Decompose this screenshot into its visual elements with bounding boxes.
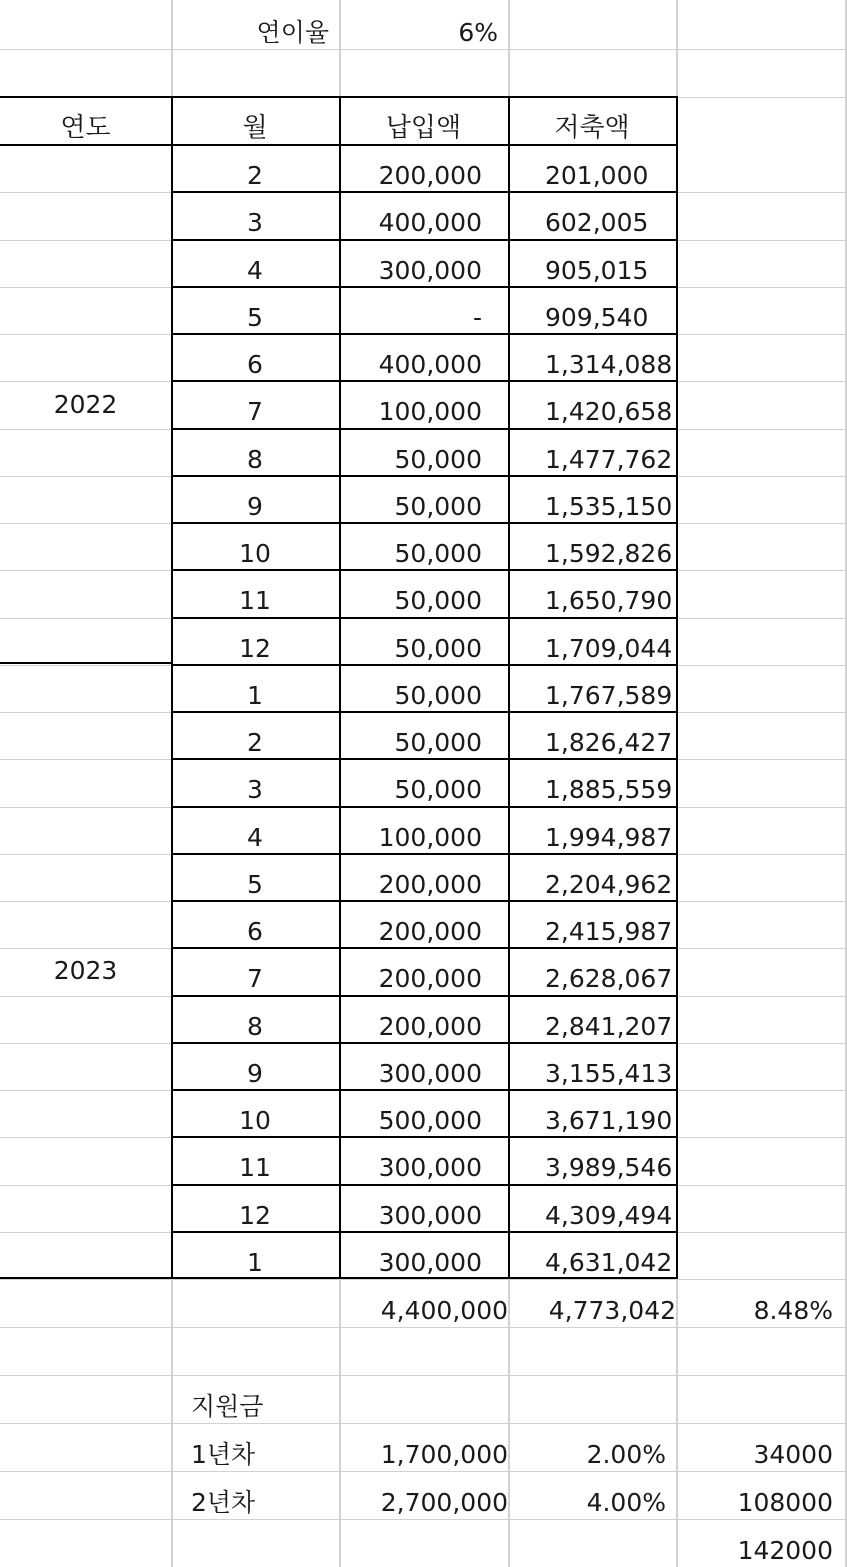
payment-cell[interactable]: 200,000 — [378, 964, 482, 993]
table-row-border — [171, 947, 678, 949]
savings-cell[interactable]: 2,204,962 — [545, 870, 673, 899]
savings-cell[interactable]: 4,309,494 — [545, 1201, 673, 1230]
table-row-border — [171, 191, 678, 193]
total-savings-cell[interactable]: 4,773,042 — [548, 1296, 676, 1325]
subsidy-year1-amount[interactable]: 1,700,000 — [380, 1440, 508, 1469]
header-month[interactable]: 월 — [242, 113, 268, 143]
savings-cell[interactable]: 1,994,987 — [545, 823, 673, 852]
month-cell[interactable]: 4 — [247, 823, 263, 852]
savings-cell[interactable]: 3,671,190 — [545, 1106, 673, 1135]
payment-cell[interactable]: - — [472, 303, 482, 332]
total-rate-cell[interactable]: 8.48% — [753, 1296, 833, 1325]
month-cell[interactable]: 2 — [247, 728, 263, 757]
subsidy-year1-rate[interactable]: 2.00% — [586, 1440, 666, 1469]
month-cell[interactable]: 7 — [247, 964, 263, 993]
table-border-year-split — [0, 662, 171, 664]
table-row-border — [171, 286, 678, 288]
payment-cell[interactable]: 50,000 — [394, 775, 482, 804]
table-row-border — [171, 522, 678, 524]
payment-cell[interactable]: 50,000 — [394, 492, 482, 521]
table-border-col3 — [508, 96, 510, 1279]
table-row-border — [171, 853, 678, 855]
savings-cell[interactable]: 1,477,762 — [545, 445, 673, 474]
total-payment-cell[interactable]: 4,400,000 — [380, 1296, 508, 1325]
table-row-border — [171, 664, 678, 666]
month-cell[interactable]: 1 — [247, 681, 263, 710]
payment-cell[interactable]: 50,000 — [394, 681, 482, 710]
payment-cell[interactable]: 100,000 — [378, 823, 482, 852]
savings-cell[interactable]: 905,015 — [545, 256, 649, 285]
savings-cell[interactable]: 1,592,826 — [545, 539, 673, 568]
savings-cell[interactable]: 2,415,987 — [545, 917, 673, 946]
grid-row-line — [0, 1375, 847, 1376]
payment-cell[interactable]: 200,000 — [378, 917, 482, 946]
header-savings[interactable]: 저축액 — [554, 113, 630, 143]
payment-cell[interactable]: 200,000 — [378, 1012, 482, 1041]
subsidy-label-cell[interactable]: 지원금 — [191, 1392, 264, 1421]
year-cell-2023[interactable]: 2023 — [53, 956, 118, 985]
payment-cell[interactable]: 300,000 — [378, 1201, 482, 1230]
month-cell[interactable]: 7 — [247, 397, 263, 426]
table-row-border — [171, 1042, 678, 1044]
table-row-border — [171, 711, 678, 713]
payment-cell[interactable]: 50,000 — [394, 539, 482, 568]
month-cell[interactable]: 5 — [247, 870, 263, 899]
rate-label-cell[interactable]: 연이율 — [256, 18, 329, 47]
savings-cell[interactable]: 3,989,546 — [545, 1153, 673, 1182]
table-border-col2 — [339, 96, 341, 1279]
subsidy-total-cell[interactable]: 142000 — [737, 1536, 833, 1565]
savings-cell[interactable]: 1,420,658 — [545, 397, 673, 426]
month-cell[interactable]: 10 — [239, 1106, 271, 1135]
month-cell[interactable]: 1 — [247, 1248, 263, 1277]
month-cell[interactable]: 3 — [247, 208, 263, 237]
payment-cell[interactable]: 300,000 — [378, 1059, 482, 1088]
payment-cell[interactable]: 500,000 — [378, 1106, 482, 1135]
month-cell[interactable]: 6 — [247, 350, 263, 379]
payment-cell[interactable]: 400,000 — [378, 208, 482, 237]
payment-cell[interactable]: 200,000 — [378, 870, 482, 899]
table-row-border — [171, 569, 678, 571]
month-cell[interactable]: 10 — [239, 539, 271, 568]
savings-cell[interactable]: 1,535,150 — [545, 492, 673, 521]
savings-cell[interactable]: 1,767,589 — [545, 681, 673, 710]
grid-row-line — [0, 49, 847, 50]
subsidy-year1-label[interactable]: 1년차 — [191, 1440, 256, 1469]
payment-cell[interactable]: 300,000 — [378, 1248, 482, 1277]
table-row-border — [171, 380, 678, 382]
header-year[interactable]: 연도 — [60, 113, 111, 143]
savings-cell[interactable]: 1,885,559 — [545, 775, 673, 804]
savings-cell[interactable]: 909,540 — [545, 303, 649, 332]
month-cell[interactable]: 8 — [247, 1012, 263, 1041]
savings-cell[interactable]: 201,000 — [545, 161, 649, 190]
subsidy-year1-value[interactable]: 34000 — [753, 1440, 833, 1469]
payment-cell[interactable]: 100,000 — [378, 397, 482, 426]
table-row-border — [171, 1136, 678, 1138]
table-row-border — [171, 617, 678, 619]
month-cell[interactable]: 2 — [247, 161, 263, 190]
table-row-border — [171, 475, 678, 477]
table-border-col4 — [676, 96, 678, 1279]
header-payment[interactable]: 납입액 — [385, 113, 462, 143]
table-row-border — [171, 239, 678, 241]
month-cell[interactable]: 9 — [247, 1059, 263, 1088]
payment-cell[interactable]: 50,000 — [394, 728, 482, 757]
subsidy-year2-amount[interactable]: 2,700,000 — [380, 1488, 508, 1517]
table-row-border — [171, 1089, 678, 1091]
savings-cell[interactable]: 2,841,207 — [545, 1012, 673, 1041]
table-row-border — [171, 806, 678, 808]
year-cell-2022[interactable]: 2022 — [53, 389, 118, 419]
savings-cell[interactable]: 1,709,044 — [545, 634, 673, 663]
savings-cell[interactable]: 2,628,067 — [545, 964, 673, 993]
savings-cell[interactable]: 3,155,413 — [545, 1059, 673, 1088]
savings-cell[interactable]: 1,826,427 — [545, 728, 673, 757]
savings-cell[interactable]: 602,005 — [545, 208, 649, 237]
grid-row-line — [0, 1327, 847, 1328]
month-cell[interactable]: 4 — [247, 256, 263, 285]
month-cell[interactable]: 5 — [247, 303, 263, 332]
rate-value-cell[interactable]: 6% — [458, 18, 498, 47]
subsidy-year2-rate[interactable]: 4.00% — [586, 1488, 666, 1517]
payment-cell[interactable]: 300,000 — [378, 1153, 482, 1182]
month-cell[interactable]: 12 — [239, 634, 271, 663]
payment-cell[interactable]: 50,000 — [394, 445, 482, 474]
table-row-border — [171, 1184, 678, 1186]
table-border-col1 — [171, 96, 173, 1279]
savings-cell[interactable]: 1,650,790 — [545, 586, 673, 615]
subsidy-year2-value[interactable]: 108000 — [737, 1488, 833, 1517]
table-row-border — [171, 1231, 678, 1233]
savings-cell[interactable]: 4,631,042 — [545, 1248, 673, 1277]
month-cell[interactable]: 12 — [239, 1201, 271, 1230]
table-row-border — [171, 900, 678, 902]
month-cell[interactable]: 9 — [247, 492, 263, 521]
table-row-border — [171, 995, 678, 997]
table-row-border — [171, 428, 678, 430]
month-cell[interactable]: 6 — [247, 917, 263, 946]
payment-cell[interactable]: 300,000 — [378, 256, 482, 285]
savings-cell[interactable]: 1,314,088 — [545, 350, 673, 379]
month-cell[interactable]: 8 — [247, 445, 263, 474]
table-row-border — [171, 758, 678, 760]
table-row-border — [171, 333, 678, 335]
payment-cell[interactable]: 400,000 — [378, 350, 482, 379]
month-cell[interactable]: 11 — [239, 586, 271, 615]
payment-cell[interactable]: 50,000 — [394, 586, 482, 615]
month-cell[interactable]: 11 — [239, 1153, 271, 1182]
payment-cell[interactable]: 200,000 — [378, 161, 482, 190]
subsidy-year2-label[interactable]: 2년차 — [191, 1488, 256, 1517]
payment-cell[interactable]: 50,000 — [394, 634, 482, 663]
month-cell[interactable]: 3 — [247, 775, 263, 804]
